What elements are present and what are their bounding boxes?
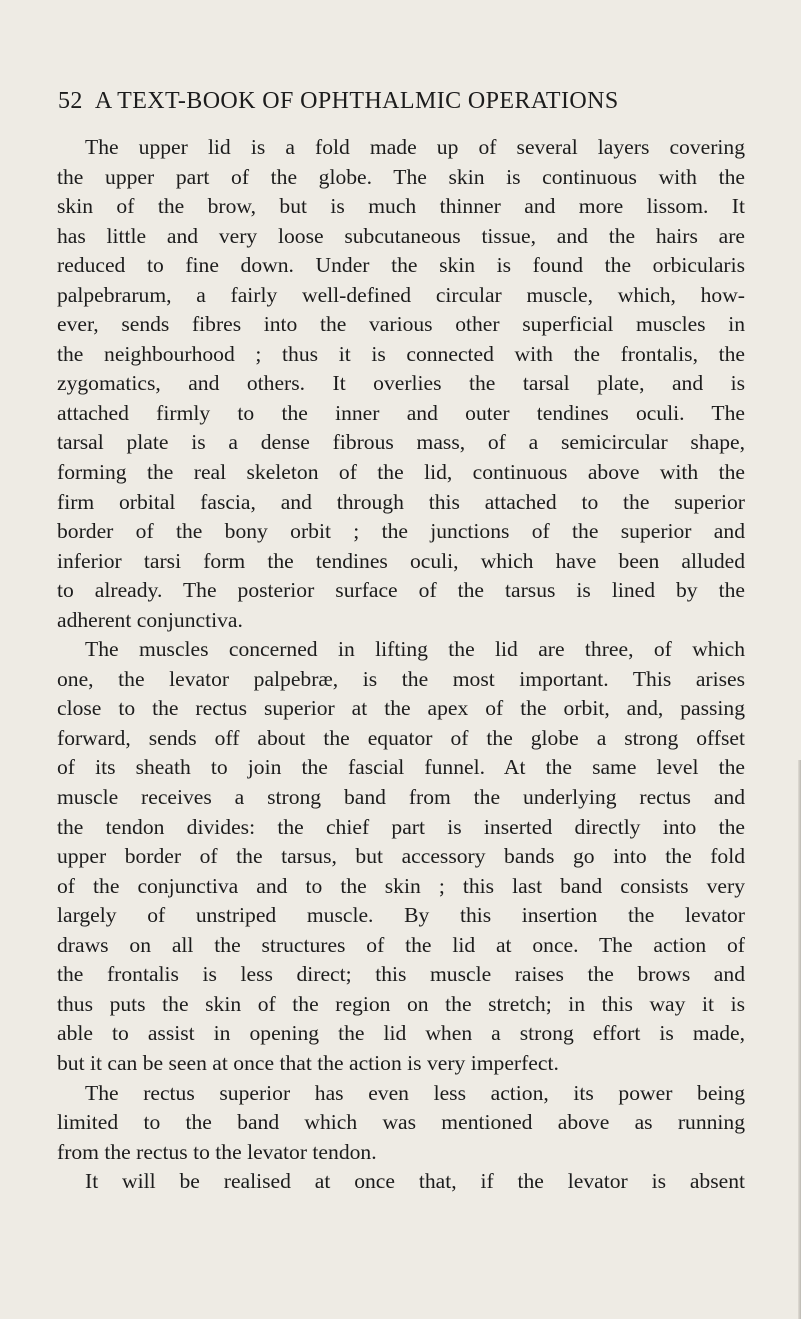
text-line: the tendon divides: the chief part is inserted directly into the: [57, 814, 745, 839]
text-line: forward, sends off about the equator of the globe a strong offset: [57, 725, 745, 750]
text-line: close to the rectus superior at the apex of the orbit, and, passing: [57, 696, 745, 721]
running-title: A TEXT-BOOK OF OPHTHALMIC OPERATIONS: [94, 88, 619, 114]
running-header: [58, 88, 619, 115]
text-line: forming the real skeleton of the lid, continuous above with the: [57, 460, 745, 485]
text-line: to already. The posterior surface of the tarsus is lined by the: [57, 578, 745, 603]
text-line: skin of the brow, but is much thinner and more lissom. It: [57, 194, 745, 219]
text-line: reduced to fine down. Under the skin is found the orbicularis: [57, 253, 745, 278]
body-text: [57, 133, 745, 1197]
text-line: border of the bony orbit ; the junctions of the superior and: [57, 519, 745, 544]
text-line: The muscles concerned in lifting the lid are three, of which: [85, 637, 745, 662]
text-line: muscle receives a strong band from the underlying rectus and: [57, 785, 745, 810]
text-line: from the rectus to the levator tendon.: [57, 1139, 377, 1164]
text-line: ever, sends fibres into the various other superficial muscles in: [57, 312, 745, 337]
text-line: the upper part of the globe. The skin is continuous with the: [57, 164, 745, 189]
text-line: limited to the band which was mentioned above as running: [57, 1110, 745, 1135]
text-line: palpebrarum, a fairly well-defined circular muscle, which, how-: [57, 282, 745, 307]
text-line: inferior tarsi form the tendines oculi, which have been alluded: [57, 548, 745, 573]
text-line: the frontalis is less direct; this muscle raises the brows and: [57, 962, 745, 987]
text-line: draws on all the structures of the lid at once. The action of: [57, 932, 745, 957]
text-line: one, the levator palpebræ, is the most important. This arises: [57, 666, 745, 691]
text-line: but it can be seen at once that the action is very imperfect.: [57, 1050, 559, 1075]
page-number: 52: [58, 88, 83, 114]
text-line: thus puts the skin of the region on the stretch; in this way it is: [57, 991, 745, 1016]
text-line: of the conjunctiva and to the skin ; this last band consists very: [57, 873, 745, 898]
text-line: the neighbourhood ; thus it is connected with the frontalis, the: [57, 341, 745, 366]
text-line: zygomatics, and others. It overlies the tarsal plate, and is: [57, 371, 745, 396]
text-line: tarsal plate is a dense fibrous mass, of a semicircular shape,: [57, 430, 745, 455]
text-line: able to assist in opening the lid when a strong effort is made,: [57, 1021, 745, 1046]
text-line: It will be realised at once that, if the levator is absent: [85, 1169, 745, 1194]
text-line: has little and very loose subcutaneous tissue, and the hairs are: [57, 223, 745, 248]
text-line: The upper lid is a fold made up of several layers covering: [85, 135, 745, 159]
text-line: upper border of the tarsus, but accessory bands go into the fold: [57, 844, 745, 869]
text-line: of its sheath to join the fascial funnel. At the same level the: [57, 755, 745, 780]
text-line: firm orbital fascia, and through this attached to the superior: [57, 489, 745, 514]
text-line: The rectus superior has even less action, its power being: [85, 1080, 745, 1105]
text-line: attached firmly to the inner and outer tendines oculi. The: [57, 400, 745, 425]
text-line: adherent conjunctiva.: [57, 607, 243, 632]
text-line: largely of unstriped muscle. By this insertion the levator: [57, 903, 745, 928]
